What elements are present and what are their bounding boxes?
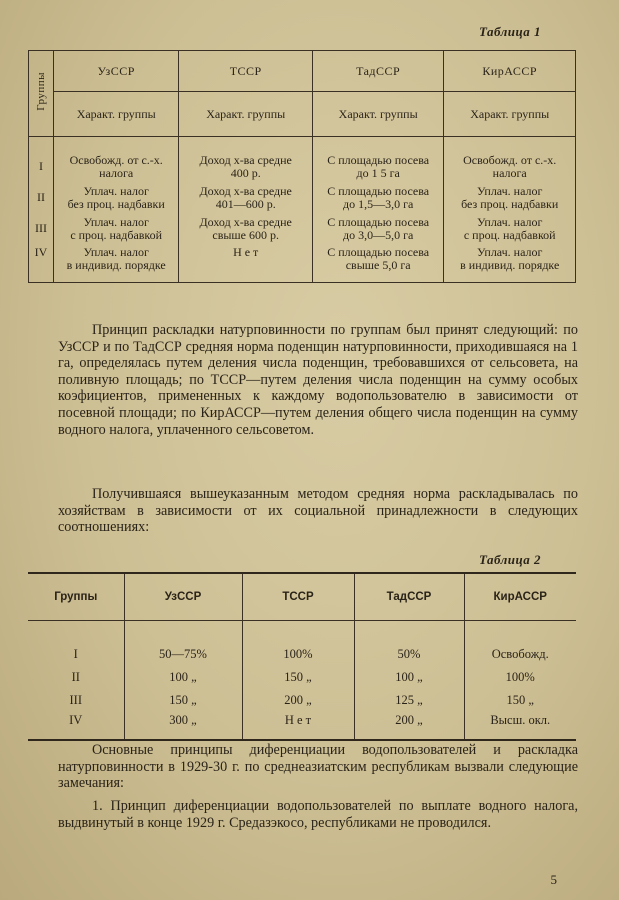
table1-cell-line: свыше 5,0 га (345, 258, 411, 272)
table1 (28, 50, 576, 283)
table1-col-header: ТадССР (312, 51, 444, 92)
table1-subheader: Характ. группы (53, 92, 179, 137)
table1-cell (444, 182, 576, 213)
table2-col-header: УзССР (124, 573, 242, 621)
table1-cell (53, 244, 179, 283)
table1-cell-line: С площадью посева (327, 152, 430, 167)
table1-group-header: Группы (29, 51, 54, 137)
table1-cell (53, 182, 179, 213)
table2-col-header: ТадССР (354, 573, 464, 621)
table1-cell-line: Доход х-ва средне (199, 214, 292, 229)
table2-cell: 100 „ (354, 666, 464, 689)
table2-cell: 100 „ (124, 666, 242, 689)
table2-cell: 300 „ (124, 712, 242, 740)
table2-row (28, 666, 576, 689)
table1-cell (312, 213, 444, 244)
table1-cell (179, 182, 312, 213)
table2-row (28, 643, 576, 666)
table1-cell-line: до 1,5—3,0 га (342, 196, 414, 211)
table1-cell-line: Освобожд. от с.-х. (463, 152, 557, 167)
table1-cell (312, 182, 444, 213)
table2-row (28, 712, 576, 740)
table1-cell-line: С площадью посева (327, 214, 430, 229)
table1-cell-line: без проц. надбавки (461, 196, 559, 211)
table1-cell-line: 401—600 р. (215, 196, 276, 211)
table2-cell: Освобожд. (464, 643, 576, 666)
table1-cell (444, 213, 576, 244)
table1-cell-line: Доход х-ва средне (199, 152, 292, 167)
table1-cell-line: Доход х-ва средне (199, 183, 292, 198)
table1-subheader: Характ. группы (444, 92, 576, 137)
table1-cell (53, 151, 179, 182)
table2-cell: III (69, 693, 82, 707)
table1-cell-line: С площадью посева (327, 245, 430, 259)
table2-row (28, 689, 576, 712)
page-number: 5 (550, 872, 557, 887)
table1-cell-line: с проц. надбавкой (463, 227, 556, 242)
table2-cell: I (73, 647, 78, 661)
table2-cell: IV (28, 712, 124, 740)
table1-col-header: ТССР (179, 51, 312, 92)
table1-cell-line: налога (99, 165, 134, 180)
table1-col-header: КирАССР (444, 51, 576, 92)
table1-cell (179, 244, 312, 283)
table2-cell: Высш. окл. (464, 712, 576, 740)
table1-subheader: Характ. группы (179, 92, 312, 137)
table1-cell-line: до 1 5 га (356, 165, 400, 180)
table1-row (29, 213, 576, 244)
table2 (28, 572, 576, 741)
table1-cell (312, 151, 444, 182)
paragraph-principle: Принцип раскладки натурповинности по группам был принят следующий: по УзССР и по ТадССР средняя норма поденщин натурповинности, приходившаяся на 1 га, определялась путем деления числа поденщин, требовавшихся от сельсовета, на поливную площадь; по ТССР—путем деления числа поденщин на сумму особых коэфициентов, примененных к каждому водопользователю в зависимости от посевной площади; по КирАССР—путем деления общего числа поденщин на сумму водного налога, уплаченного сельсоветом. (58, 322, 578, 438)
table1-cell-line: Освобожд. от с.-х. (69, 152, 163, 167)
table1-cell-line: Уплач. налог (83, 183, 149, 198)
table2-cell: 100% (464, 666, 576, 689)
table1-cell-line: С площадью посева (327, 183, 430, 198)
table2-cell: 100% (242, 643, 354, 666)
table1-cell-line: до 3,0—5,0 га (342, 227, 414, 242)
table1-cell-line: Уплач. налог (83, 214, 149, 229)
table1-cell-line: Уплач. налог (476, 183, 543, 198)
table1-cell-line: в индивид. порядке (460, 258, 560, 272)
table1-group-cell: I (29, 151, 54, 182)
table1-cell (444, 151, 576, 182)
table1-cell-line: с проц. надбавкой (70, 227, 163, 242)
table1-cell-line: 400 р. (230, 165, 261, 180)
table2-cell: 50—75% (124, 643, 242, 666)
table1-row (29, 182, 576, 213)
table2-cell: II (71, 670, 80, 684)
table1-cell-line: Уплач. налог (83, 245, 149, 259)
table2-cell: 125 „ (354, 689, 464, 712)
table1-cell (444, 244, 576, 283)
table1-row (29, 244, 576, 283)
table1-row (29, 151, 576, 182)
paragraph-point-1: 1. Принцип диференциации водопользователей по выплате водного налога, выдвинутый в конце 1929 г. Средазэкосо, республиками не проводился. (58, 798, 578, 831)
table2-cell: 200 „ (354, 712, 464, 740)
table1-caption: Таблица 1 (478, 24, 541, 39)
table1-cell-line: свыше 600 р. (212, 227, 279, 242)
table2-col-header: ТССР (242, 573, 354, 621)
table2-cell: 150 „ (124, 689, 242, 712)
table1-col-header: УзССР (53, 51, 179, 92)
table2-col-header: Группы (28, 573, 124, 621)
table1-cell-line: без проц. надбавки (67, 196, 165, 211)
table1-cell (179, 151, 312, 182)
table1-group-cell: III (29, 213, 54, 244)
paragraph-remarks: Основные принципы диференциации водопользователей и раскладка натурповинности в 1929-30 г. по среднеазиатским республикам вызвали следующие замечания: (58, 742, 578, 792)
table2-cell: Н е т (242, 712, 354, 740)
table1-cell-line: Н е т (233, 245, 259, 259)
table2-cell: 150 „ (464, 689, 576, 712)
table1-cell-line: налога (492, 165, 527, 180)
table1-subheader: Характ. группы (312, 92, 444, 137)
table2-cell: 150 „ (242, 666, 354, 689)
table1-group-cell: IV (29, 244, 54, 283)
table2-caption: Таблица 2 (478, 552, 541, 567)
table1-cell (53, 213, 179, 244)
table1-cell-line: в индивид. порядке (66, 258, 166, 272)
table1-cell (179, 213, 312, 244)
table1-cell (312, 244, 444, 283)
table2-col-header: КирАССР (464, 573, 576, 621)
table1-cell-line: Уплач. налог (476, 245, 543, 259)
table2-cell: 50% (354, 643, 464, 666)
table1-cell-line: Уплач. налог (476, 214, 543, 229)
table1-group-cell: II (29, 182, 54, 213)
table2-cell: 200 „ (242, 689, 354, 712)
paragraph-distribution: Получившаяся вышеуказанным методом средняя норма раскладывалась по хозяйствам в зависимости от их социальной принадлежности в следующих соотношениях: (58, 486, 578, 536)
